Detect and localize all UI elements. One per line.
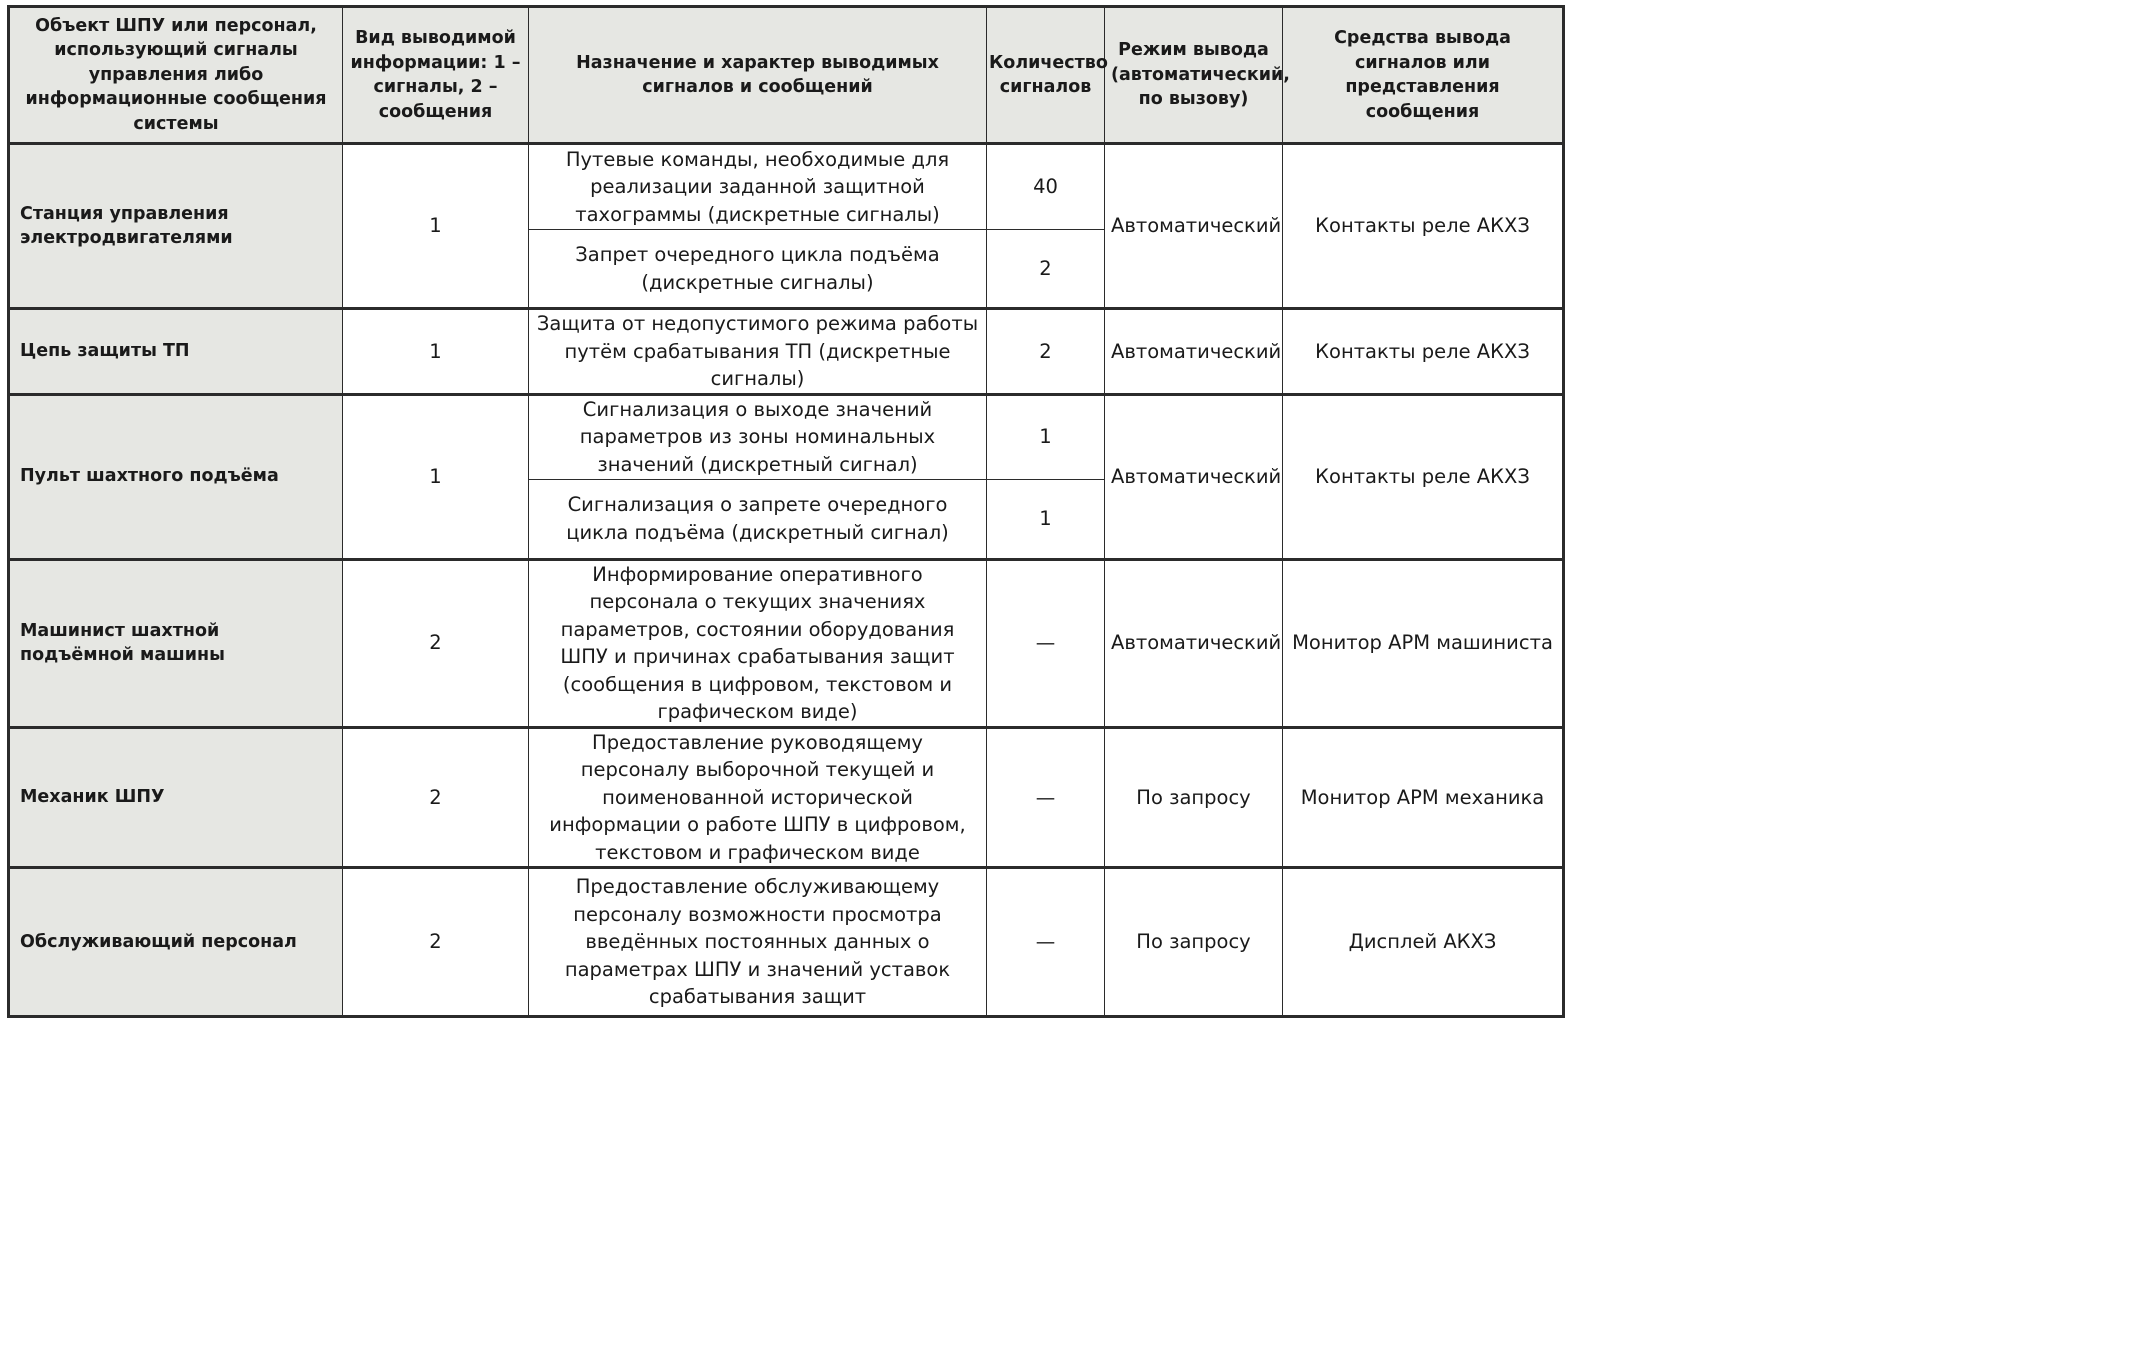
- purpose-cell: Защита от недопустимого режима работы путём срабатывания ТП (дискретные сигналы): [529, 309, 987, 395]
- purpose-cell: Сигнализация о запрете очередного цикла подъёма (дискретный сигнал): [529, 479, 987, 559]
- table-row: [9, 144, 1564, 230]
- table-row: [9, 868, 1564, 1017]
- object-cell: Станция управления электродвигателями: [9, 144, 343, 309]
- means-cell: Контакты реле АКХЗ: [1283, 394, 1564, 559]
- header-object: Объект ШПУ или персонал, использующий сигналы управления либо информационные сообщения системы: [9, 7, 343, 144]
- header-mode: Режим вывода (автоматический, по вызову): [1105, 7, 1283, 144]
- mode-cell: Автоматический: [1105, 144, 1283, 309]
- count-cell: 2: [987, 230, 1105, 309]
- info-type-cell: 2: [343, 559, 529, 727]
- table-row: [9, 727, 1564, 868]
- purpose-cell: Запрет очередного цикла подъёма (дискретные сигналы): [529, 230, 987, 309]
- header-count: Количество сигналов: [987, 7, 1105, 144]
- info-type-cell: 1: [343, 309, 529, 395]
- count-cell: 1: [987, 479, 1105, 559]
- mode-cell: По запросу: [1105, 727, 1283, 868]
- info-type-cell: 1: [343, 144, 529, 309]
- object-cell: Обслуживающий персонал: [9, 868, 343, 1017]
- header-row: [9, 7, 1564, 144]
- count-cell: —: [987, 559, 1105, 727]
- object-cell: Цепь защиты ТП: [9, 309, 343, 395]
- means-cell: Контакты реле АКХЗ: [1283, 309, 1564, 395]
- means-cell: Монитор АРМ механика: [1283, 727, 1564, 868]
- purpose-cell: Путевые команды, необходимые для реализации заданной защитной тахограммы (дискретные сигналы): [529, 144, 987, 230]
- purpose-cell: Предоставление обслуживающему персоналу возможности просмотра введённых постоянных данных о параметрах ШПУ и значений уставок срабатывания защит: [529, 868, 987, 1017]
- count-cell: —: [987, 727, 1105, 868]
- purpose-cell: Сигнализация о выходе значений параметров из зоны номинальных значений (дискретный сигнал): [529, 394, 987, 479]
- count-cell: —: [987, 868, 1105, 1017]
- info-type-cell: 2: [343, 727, 529, 868]
- info-type-cell: 1: [343, 394, 529, 559]
- mode-cell: Автоматический: [1105, 559, 1283, 727]
- count-cell: 1: [987, 394, 1105, 479]
- signals-table: [7, 5, 1565, 1018]
- table-row: [9, 559, 1564, 727]
- mode-cell: Автоматический: [1105, 394, 1283, 559]
- mode-cell: По запросу: [1105, 868, 1283, 1017]
- table-row: [9, 309, 1564, 395]
- header-info-type: Вид выводимой информации: 1 – сигналы, 2 – сообщения: [343, 7, 529, 144]
- purpose-cell: Предоставление руководящему персоналу выборочной текущей и поименованной исторической информации о работе ШПУ в цифровом, текстовом и графическом виде: [529, 727, 987, 868]
- table-row: [9, 394, 1564, 479]
- object-cell: Механик ШПУ: [9, 727, 343, 868]
- mode-cell: Автоматический: [1105, 309, 1283, 395]
- count-cell: 40: [987, 144, 1105, 230]
- purpose-cell: Информирование оперативного персонала о текущих значениях параметров, состоянии оборудования ШПУ и причинах срабатывания защит (сообщения в цифровом, текстовом и графическом виде): [529, 559, 987, 727]
- object-cell: Машинист шахтной подъёмной машины: [9, 559, 343, 727]
- count-cell: 2: [987, 309, 1105, 395]
- header-means: Средства вывода сигналов или представления сообщения: [1283, 7, 1564, 144]
- means-cell: Монитор АРМ машиниста: [1283, 559, 1564, 727]
- object-cell: Пульт шахтного подъёма: [9, 394, 343, 559]
- header-purpose: Назначение и характер выводимых сигналов и сообщений: [529, 7, 987, 144]
- info-type-cell: 2: [343, 868, 529, 1017]
- means-cell: Дисплей АКХЗ: [1283, 868, 1564, 1017]
- means-cell: Контакты реле АКХЗ: [1283, 144, 1564, 309]
